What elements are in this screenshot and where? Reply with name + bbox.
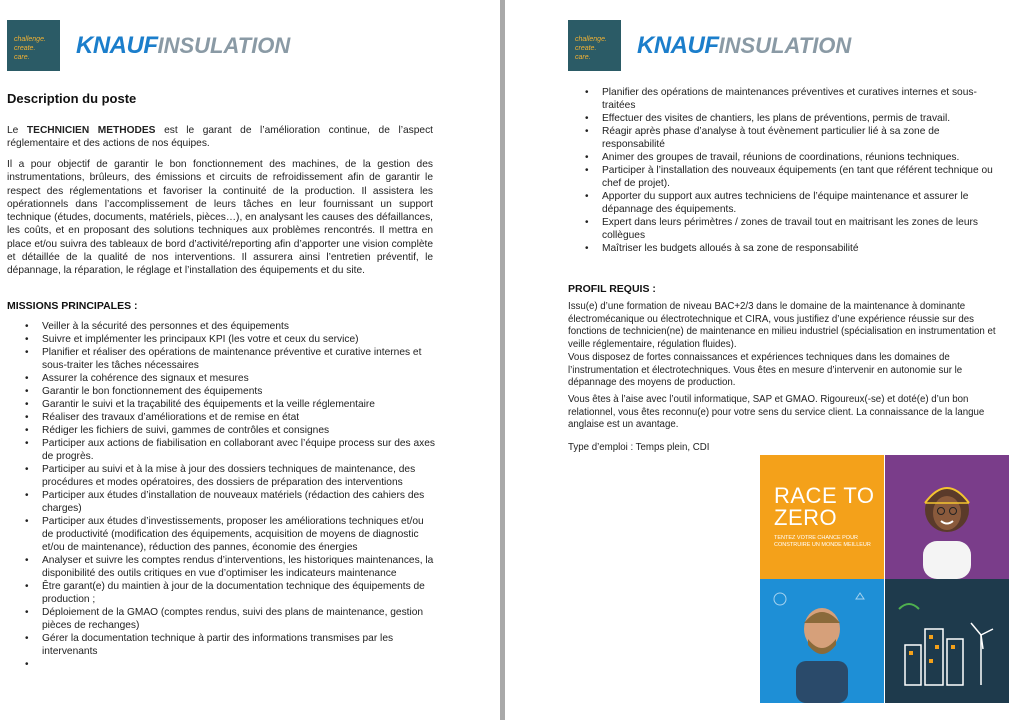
brand-sub: INSULATION — [718, 32, 852, 58]
description-paragraph: Il a pour objectif de garantir le bon fonctionnement des machines, de la gestion des instrumentations, brûleurs, des émissions et circuits de refroidissement afin de garantir le respect des réglementations et favoriser la continuité de la production. Il assistera les opérationnels dans l’accomplissement de leurs tâches en leur fournissant un support technique (études, documents, matériels, pièces…), en analysant les causes des défaillances, les coûts, et en proposant des solutions techniques aux problèmes rencontrés. Il mettra en place et/ou suivra des tableaux de bord d’activité/reporting afin d’apporter une vision complète et détaillée de la qualité de nos interventions. Il assurera ainsi l’entretien préventif, le dépannage, la réparation, le réglage et l’installation des équipements et du site. — [7, 159, 433, 277]
smiling-man-illustration — [760, 579, 884, 703]
list-item: • Participer aux études d’installation de nouveaux matériels (rédaction des cahiers des charges) — [25, 489, 437, 515]
list-item: • Garantir le bon fonctionnement des équipements — [25, 385, 437, 398]
list-item: • Réagir après phase d’analyse à tout évènement particulier lié à sa zone de responsabilité — [585, 125, 1000, 151]
list-item: • Réaliser des travaux d’améliorations et de remise en état — [25, 411, 437, 424]
intro-paragraph — [7, 124, 433, 151]
list-item: • Participer à l’installation des nouveaux équipements (en tant que référent technique ou chef de projet). — [585, 164, 1000, 190]
poster-subtitle: TENTEZ VOTRE CHANCE POUR CONSTRUIRE UN MONDE MEILLEUR — [774, 535, 871, 548]
intro-text: est le garant de l’amélioration continue, de l’aspect réglementaire et des actions de nos équipes. — [7, 125, 433, 150]
profil-heading: PROFIL REQUIS : — [568, 283, 656, 295]
list-item: • Déploiement de la GMAO (comptes rendus, suivi des plans de maintenance, gestion pièces de rechanges) — [25, 606, 437, 632]
poster-city-illustration — [885, 579, 1009, 703]
challenge-create-care-badge — [568, 20, 621, 71]
list-item: • Participer au suivi et à la mise à jour des dossiers techniques de maintenance, des procédures et modes opératoires, des dossiers de préparation des interventions — [25, 463, 437, 489]
document-page-right — [505, 0, 1024, 720]
company-logo — [568, 20, 851, 71]
intro-prefix: Le — [7, 125, 19, 136]
tagline-line: care. — [14, 54, 30, 61]
responsibilities-list — [585, 86, 1000, 255]
profil-paragraph-2: Vous disposez de fortes connaissances et expériences techniques dans les domaines de l’instrumentation et électrotechniques. Vous êtes en mesure d’intervenir en autonomie sur le dépannage des moyens de production. — [568, 352, 963, 389]
list-item: • Planifier des opérations de maintenances préventives et curatives internes et sous-traitées — [585, 86, 1000, 112]
poster-title-tile — [760, 455, 884, 579]
woman-with-hardhat-illustration — [885, 455, 1009, 579]
knauf-insulation-logo — [76, 32, 290, 60]
list-item: • Être garant(e) du maintien à jour de la documentation technique des équipements de production ; — [25, 580, 437, 606]
list-item: • Assurer la cohérence des signaux et mesures — [25, 372, 437, 385]
poster-man-photo — [760, 579, 884, 703]
document-page-left — [0, 0, 500, 720]
employment-type: Type d’emploi : Temps plein, CDI — [568, 442, 710, 453]
poster-title — [774, 485, 875, 529]
missions-list — [25, 320, 437, 658]
list-item: • Garantir le suivi et la traçabilité des équipements et la veille réglementaire — [25, 398, 437, 411]
poster-woman-photo — [885, 455, 1009, 579]
list-item: • Planifier et réaliser des opérations de maintenance préventive et curative internes et sous-traiter les tâches nécessaires — [25, 346, 437, 372]
tagline-line: care. — [575, 54, 591, 61]
list-item: • Apporter du support aux autres techniciens de l’équipe maintenance et assurer le dépannage des équipements. — [585, 190, 1000, 216]
list-item: • Veiller à la sécurité des personnes et des équipements — [25, 320, 437, 333]
list-item: • Maîtriser les budgets alloués à sa zone de responsabilité — [585, 242, 1000, 255]
list-item: • Expert dans leurs périmètres / zones de travail tout en maitrisant les zones de leurs collègues — [585, 216, 1000, 242]
profil-paragraph-1: Issu(e) d’une formation de niveau BAC+2/3 dans le domaine de la maintenance à dominante électromécanique ou électrotechnique et CIRA, vous justifiez d’une expérience réussie sur des fonctions de technicien(ne) de maintenance en milieu industriel (spécialisation en instrumentation et veille réglementaire, régulation fluides). — [568, 301, 996, 351]
list-item: • Suivre et implémenter les principaux KPI (les votre et ceux du service) — [25, 333, 437, 346]
list-item: • Analyser et suivre les comptes rendus d’interventions, les historiques maintenances, la disponibilité des outils critiques en vue d’optimiser les indicateurs maintenance — [25, 554, 437, 580]
list-item: • Effectuer des visites de chantiers, les plans de préventions, permis de travail. — [585, 112, 1000, 125]
tagline-line: create. — [575, 45, 597, 52]
list-item: • Participer aux études d’investissements, proposer les améliorations techniques et/ou de productivité (modification des équipements, acquisition de moyens de diagnostic et/ou de maintenance), réduction des pannes, économie des énergies — [25, 515, 437, 554]
tagline-line: create. — [14, 45, 36, 52]
brand-main: KNAUF — [637, 31, 719, 59]
missions-heading: MISSIONS PRINCIPALES : — [7, 300, 138, 312]
page-title: Description du poste — [7, 91, 137, 106]
company-logo — [7, 20, 290, 71]
role-name: TECHNICIEN METHODES — [26, 125, 156, 136]
list-item: • Participer aux actions de fiabilisation en collaborant avec l’équipe process sur des axes de progrès. — [25, 437, 437, 463]
profil-paragraph-3: Vous êtes à l’aise avec l’outil informatique, SAP et GMAO. Rigoureux(-se) et doté(e) d’un bon relationnel, vous êtes reconnu(e) pour votre sens du service client. La connaissance de la langue anglaise est un avantage. — [568, 394, 985, 431]
list-item: • Rédiger les fichiers de suivi, gammes de contrôles et consignes — [25, 424, 437, 437]
tagline-line: challenge. — [575, 36, 607, 43]
tagline-line: challenge. — [14, 36, 46, 43]
knauf-insulation-logo — [637, 32, 851, 60]
list-item: • Gérer la documentation technique à partir des informations transmises par les intervenants — [25, 632, 437, 658]
poster-title-line: RACE TO — [774, 483, 875, 508]
list-item: • Animer des groupes de travail, réunions de coordinations, réunions techniques. — [585, 151, 1000, 164]
poster-title-line: ZERO — [774, 505, 838, 530]
brand-sub: INSULATION — [157, 32, 291, 58]
challenge-create-care-badge — [7, 20, 60, 71]
city-windturbine-illustration — [885, 579, 1009, 703]
brand-main: KNAUF — [76, 31, 158, 59]
